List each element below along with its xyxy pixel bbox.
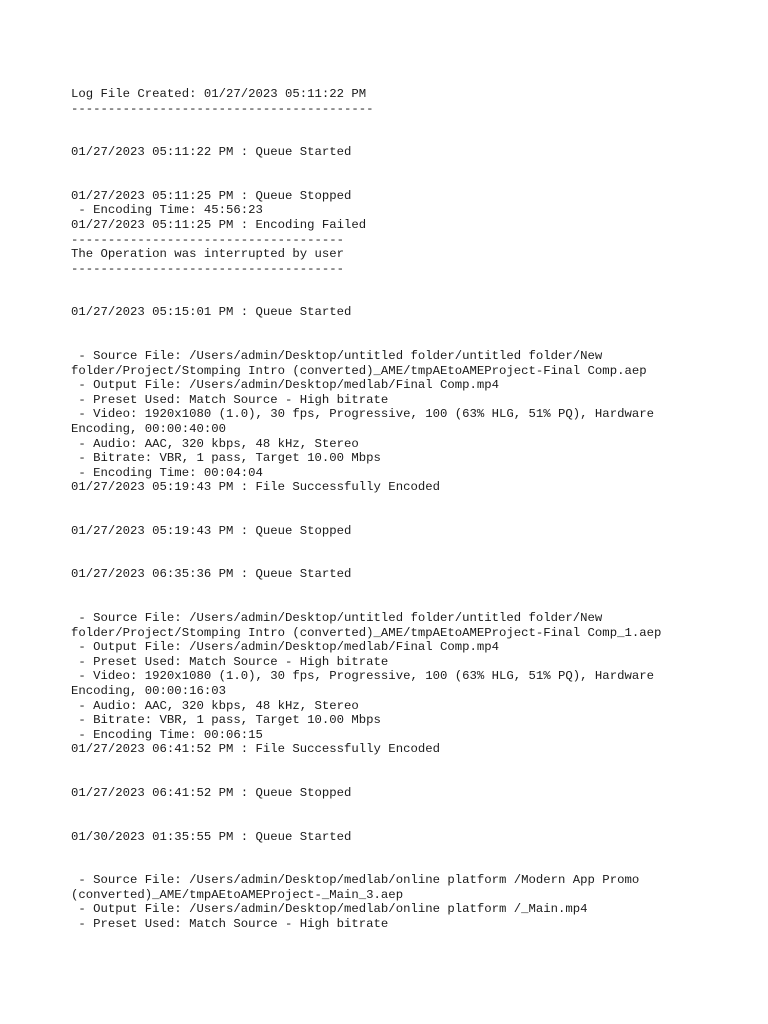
log-line: - Bitrate: VBR, 1 pass, Target 10.00 Mbps — [71, 713, 381, 728]
log-line: - Preset Used: Match Source - High bitrate — [71, 916, 389, 931]
block-gap — [71, 757, 761, 786]
log-line: - Video: 1920x1080 (1.0), 30 fps, Progressive, 100 (63% HLG, 51% PQ), Hardware — [71, 669, 654, 684]
log-line: - Encoding Time: 45:56:23 — [71, 203, 263, 218]
log-line: 01/27/2023 06:41:52 PM : File Successfully Encoded — [71, 742, 440, 757]
log-line: The Operation was interrupted by user — [71, 247, 345, 262]
log-line: 01/27/2023 05:11:25 PM : Queue Stopped — [71, 188, 352, 203]
log-line: 01/27/2023 05:19:43 PM : Queue Stopped — [71, 523, 352, 538]
log-line: ------------------------------------- — [71, 261, 345, 276]
log-line: - Bitrate: VBR, 1 pass, Target 10.00 Mbps — [71, 451, 381, 466]
log-line: Encoding, 00:00:40:00 — [71, 421, 226, 436]
log-line: 01/27/2023 05:19:43 PM : File Successfully Encoded — [71, 480, 440, 495]
log-line: Log File Created: 01/27/2023 05:11:22 PM — [71, 87, 367, 101]
log-line: (converted)_AME/tmpAEtoAMEProject-_Main_3.aep — [71, 887, 404, 902]
log-line: - Audio: AAC, 320 kbps, 48 kHz, Stereo — [71, 698, 359, 713]
log-text — [71, 87, 761, 932]
log-line: - Encoding Time: 00:04:04 — [71, 465, 263, 480]
log-line: - Source File: /Users/admin/Desktop/untitled folder/untitled folder/New — [71, 348, 603, 363]
log-line: ----------------------------------------- — [71, 101, 374, 116]
log-line: ------------------------------------- — [71, 232, 345, 247]
log-line: - Output File: /Users/admin/Desktop/medlab/Final Comp.mp4 — [71, 378, 500, 393]
log-line: - Output File: /Users/admin/Desktop/medlab/online platform /_Main.mp4 — [71, 902, 588, 917]
log-line: - Source File: /Users/admin/Desktop/untitled folder/untitled folder/New — [71, 611, 603, 626]
log-line: - Preset Used: Match Source - High bitrate — [71, 392, 389, 407]
log-line: 01/27/2023 05:11:22 PM : Queue Started — [71, 145, 352, 160]
log-line: 01/27/2023 06:35:36 PM : Queue Started — [71, 567, 352, 582]
log-line: 01/27/2023 05:11:25 PM : Encoding Failed — [71, 217, 367, 232]
log-line: - Source File: /Users/admin/Desktop/medlab/online platform /Modern App Promo — [71, 873, 640, 888]
block-gap — [71, 538, 761, 567]
log-line: - Preset Used: Match Source - High bitrate — [71, 654, 389, 669]
block-gap — [71, 495, 761, 524]
block-gap — [71, 116, 761, 145]
log-line: folder/Project/Stomping Intro (converted)_AME/tmpAEtoAMEProject-Final Comp_1.aep — [71, 625, 662, 640]
block-gap — [71, 582, 761, 611]
log-line: - Output File: /Users/admin/Desktop/medlab/Final Comp.mp4 — [71, 640, 500, 655]
log-line: folder/Project/Stomping Intro (converted)_AME/tmpAEtoAMEProject-Final Comp.aep — [71, 363, 647, 378]
block-gap — [71, 801, 761, 830]
block-gap — [71, 844, 761, 873]
block-gap — [71, 160, 761, 189]
log-line: 01/27/2023 06:41:52 PM : Queue Stopped — [71, 786, 352, 800]
block-gap — [71, 320, 761, 349]
log-line: - Audio: AAC, 320 kbps, 48 kHz, Stereo — [71, 436, 359, 451]
log-line: Encoding, 00:00:16:03 — [71, 684, 226, 699]
log-line: - Encoding Time: 00:06:15 — [71, 727, 263, 742]
block-gap — [71, 276, 761, 305]
log-line: - Video: 1920x1080 (1.0), 30 fps, Progressive, 100 (63% HLG, 51% PQ), Hardware — [71, 407, 654, 422]
log-line: 01/30/2023 01:35:55 PM : Queue Started — [71, 829, 352, 844]
log-line: 01/27/2023 05:15:01 PM : Queue Started — [71, 305, 352, 320]
